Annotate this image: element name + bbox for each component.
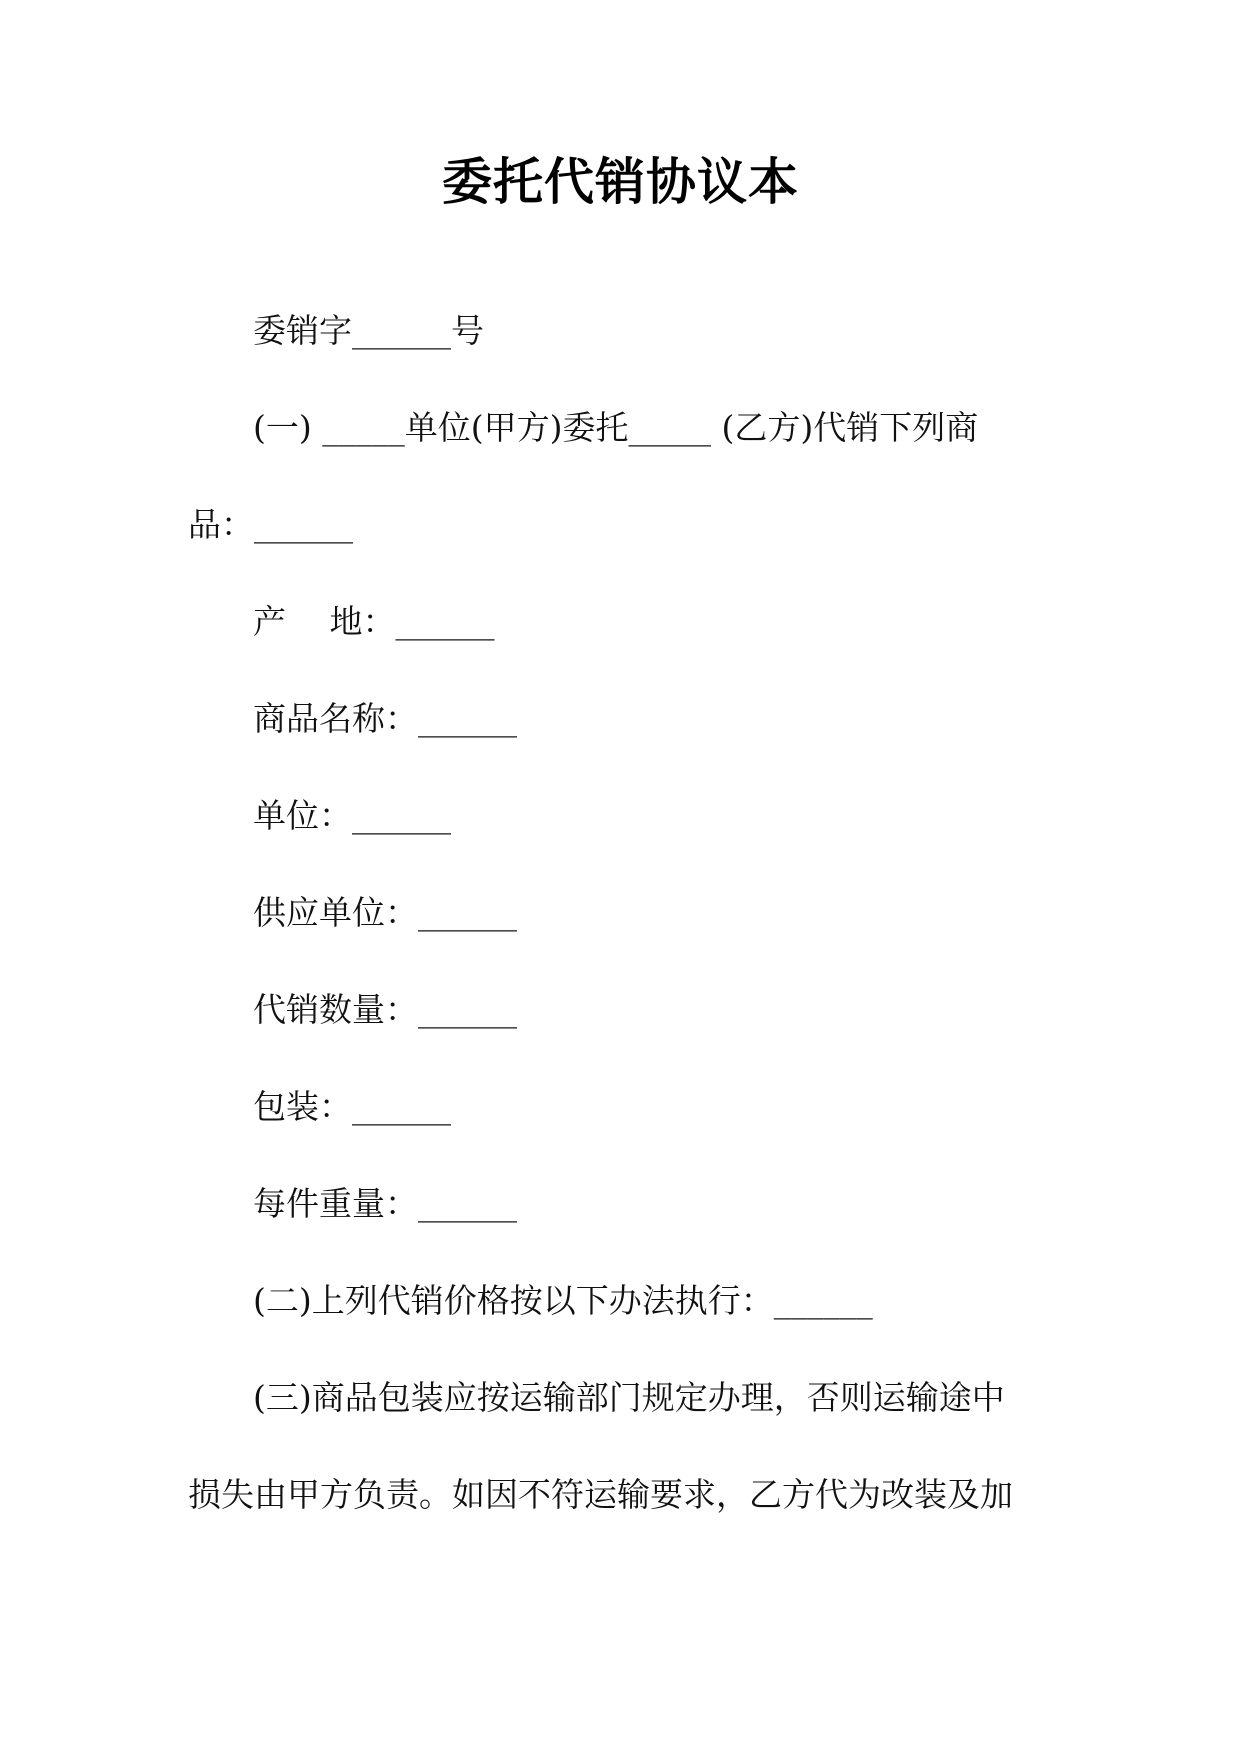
unit-field-line: 单位：______ [253, 796, 451, 835]
clause-3-continuation-line: 损失由甲方负责。如因不符运输要求，乙方代为改装及加 [188, 1475, 1013, 1514]
clause-2-line: (二)上列代销价格按以下办法执行：______ [253, 1281, 873, 1320]
contract-number-line: 委销字______号 [253, 311, 484, 350]
packaging-field-line: 包装：______ [253, 1087, 451, 1126]
quantity-field-line: 代销数量：______ [253, 990, 517, 1029]
weight-field-line: 每件重量：______ [253, 1184, 517, 1223]
document-title: 委托代销协议本 [442, 153, 799, 211]
clause-3-line: (三)商品包装应按运输部门规定办理，否则运输途中 [253, 1378, 1005, 1417]
clause-1-continuation-line: 品：______ [188, 505, 353, 544]
supplier-field-line: 供应单位：______ [253, 893, 517, 932]
product-name-field-line: 商品名称：______ [253, 699, 517, 738]
clause-1-line: (一) _____单位(甲方)委托_____ (乙方)代销下列商 [253, 408, 979, 447]
origin-field-line: 产 地：______ [253, 602, 495, 641]
